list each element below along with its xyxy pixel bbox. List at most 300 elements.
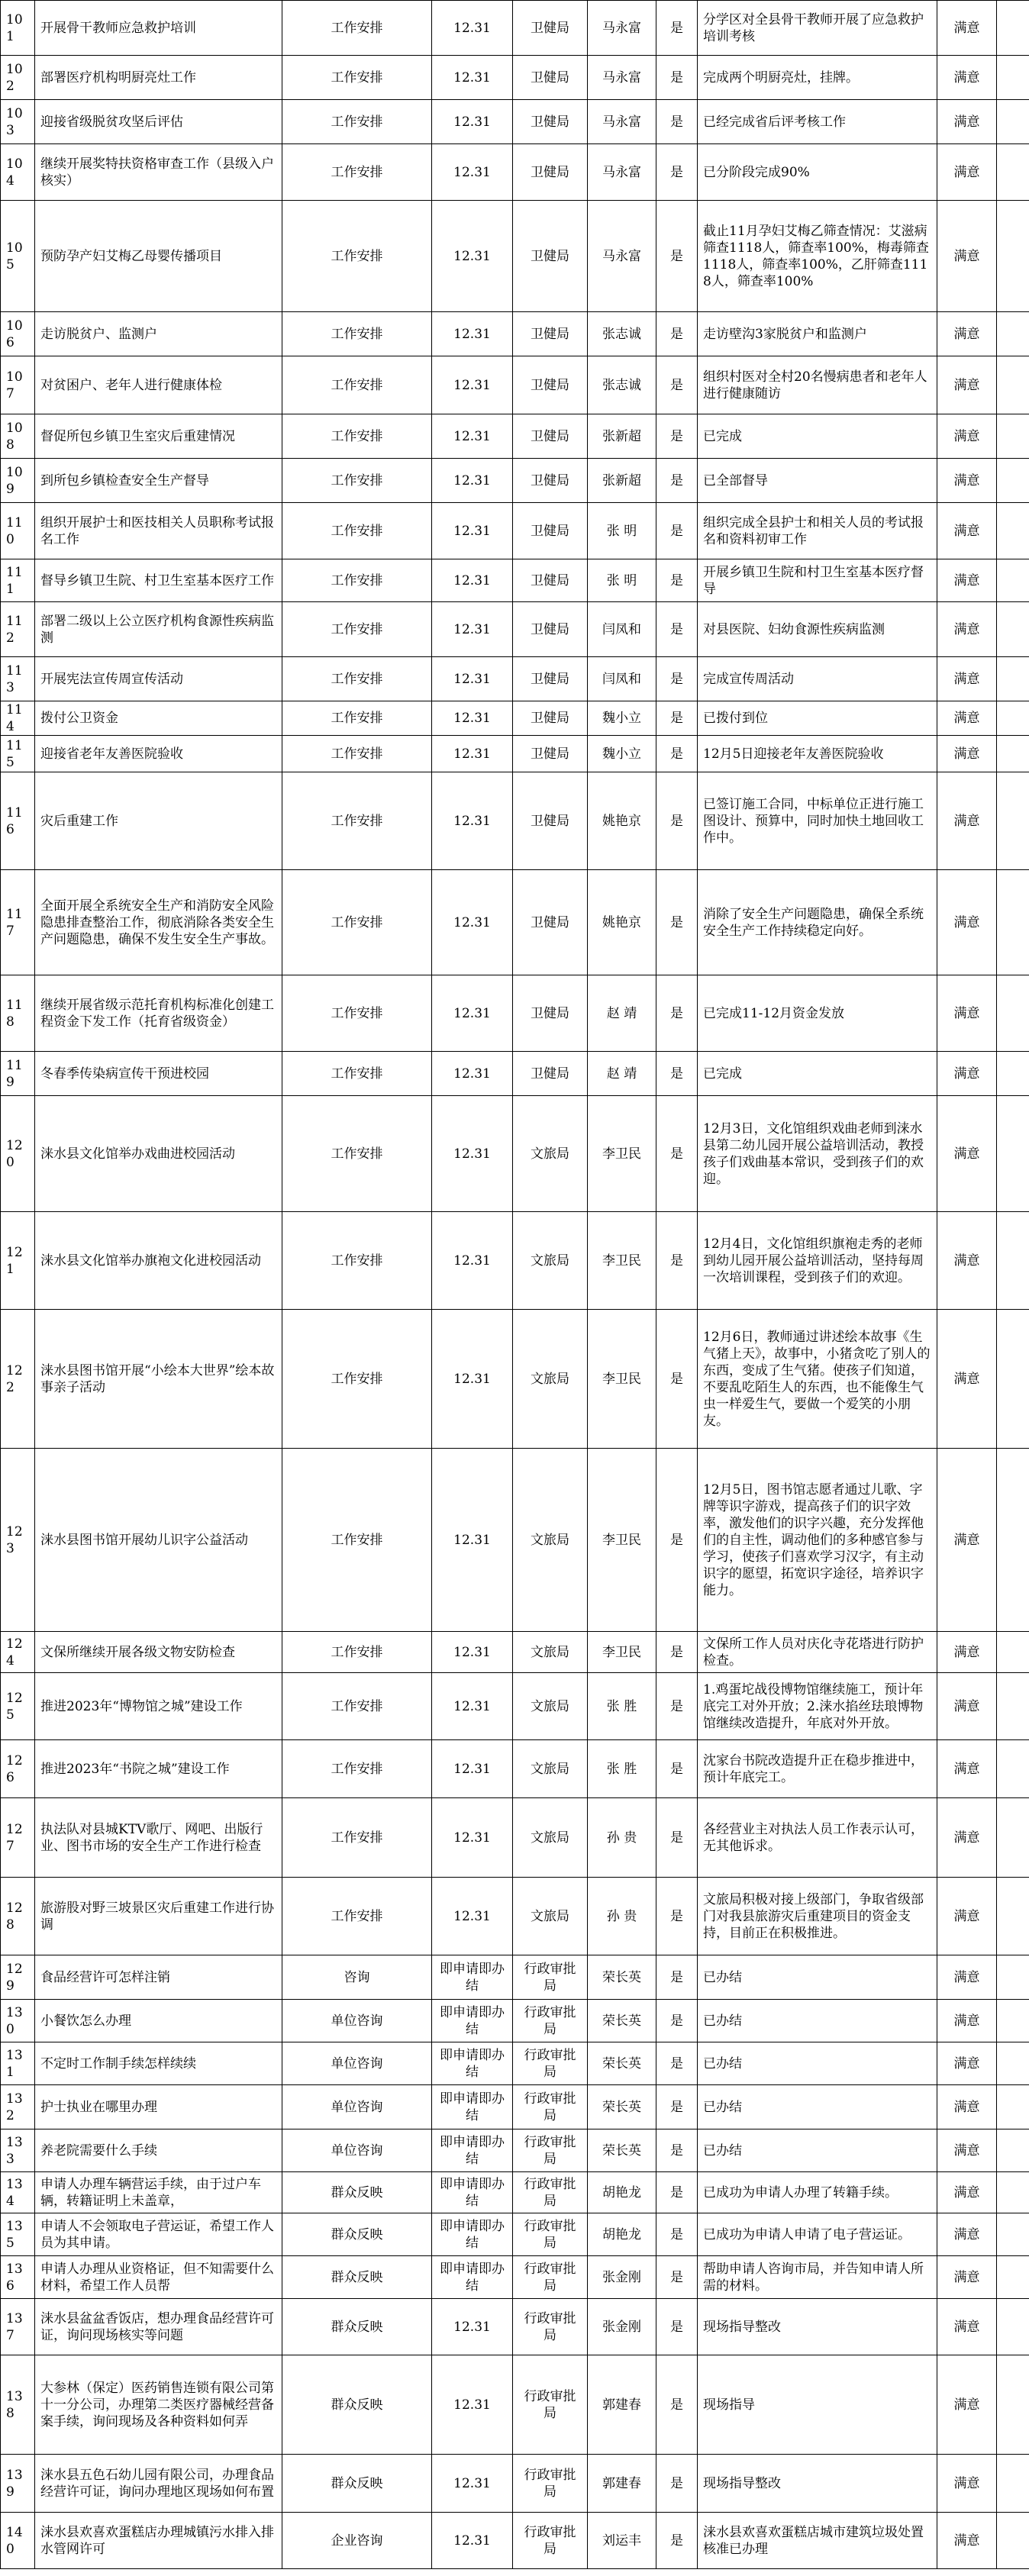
task-type-cell: 咨询 bbox=[282, 1955, 432, 2000]
department-cell: 文旅局 bbox=[513, 1449, 588, 1632]
progress-note-cell: 已完成 bbox=[698, 1052, 937, 1096]
completed-flag-cell: 是 bbox=[656, 2256, 698, 2299]
department-cell: 卫健局 bbox=[513, 701, 588, 736]
row-number-cell: 124 bbox=[1, 1632, 35, 1673]
row-number-cell: 107 bbox=[1, 356, 35, 414]
deadline-cell: 12.31 bbox=[432, 312, 513, 356]
deadline-cell: 即申请即办结 bbox=[432, 2256, 513, 2299]
progress-note-cell: 已完成11-12月资金发放 bbox=[698, 975, 937, 1052]
progress-note-cell: 12月5日，图书馆志愿者通过儿歌、字牌等识字游戏，提高孩子们的识字效率，激发他们的识字兴趣，充分发挥他们的自主性，调动他们的多种感官参与学习，使孩子们喜欢学习汉字，有主动识字的愿望，拓宽识字途径，培养识字能力。 bbox=[698, 1449, 937, 1632]
remark-cell bbox=[997, 602, 1029, 657]
satisfaction-cell: 满意 bbox=[937, 2085, 997, 2129]
deadline-cell: 12.31 bbox=[432, 975, 513, 1052]
department-cell: 行政审批局 bbox=[513, 2455, 588, 2513]
completed-flag-cell: 是 bbox=[656, 1878, 698, 1955]
department-cell: 行政审批局 bbox=[513, 2213, 588, 2256]
table-row bbox=[1, 1798, 1029, 1878]
progress-note-cell: 已成功为申请人办理了转籍手续。 bbox=[698, 2172, 937, 2213]
task-item-cell: 小餐饮怎么办理 bbox=[35, 2000, 282, 2042]
table-row bbox=[1, 100, 1029, 144]
completed-flag-cell: 是 bbox=[656, 736, 698, 772]
progress-note-cell: 消除了安全生产问题隐患，确保全系统安全生产工作持续稳定向好。 bbox=[698, 870, 937, 975]
row-number-cell: 136 bbox=[1, 2256, 35, 2299]
responsible-person-cell: 李卫民 bbox=[588, 1449, 656, 1632]
row-number-cell: 112 bbox=[1, 602, 35, 657]
task-type-cell: 工作安排 bbox=[282, 870, 432, 975]
remark-cell bbox=[997, 1878, 1029, 1955]
task-item-cell: 涞水县文化馆举办戏曲进校园活动 bbox=[35, 1096, 282, 1212]
completed-flag-cell: 是 bbox=[656, 1096, 698, 1212]
department-cell: 文旅局 bbox=[513, 1673, 588, 1740]
row-number-cell: 130 bbox=[1, 2000, 35, 2042]
task-item-cell: 推进2023年“书院之城”建设工作 bbox=[35, 1740, 282, 1798]
row-number-cell: 103 bbox=[1, 100, 35, 144]
remark-cell bbox=[997, 559, 1029, 602]
deadline-cell: 12.31 bbox=[432, 559, 513, 602]
row-number-cell: 106 bbox=[1, 312, 35, 356]
deadline-cell: 12.31 bbox=[432, 657, 513, 701]
table-row bbox=[1, 2513, 1029, 2569]
department-cell: 卫健局 bbox=[513, 559, 588, 602]
deadline-cell: 12.31 bbox=[432, 1310, 513, 1449]
responsible-person-cell: 姚艳京 bbox=[588, 870, 656, 975]
remark-cell bbox=[997, 356, 1029, 414]
task-type-cell: 工作安排 bbox=[282, 1, 432, 56]
department-cell: 卫健局 bbox=[513, 736, 588, 772]
table-row bbox=[1, 1052, 1029, 1096]
department-cell: 卫健局 bbox=[513, 975, 588, 1052]
remark-cell bbox=[997, 1212, 1029, 1310]
satisfaction-cell: 满意 bbox=[937, 312, 997, 356]
remark-cell bbox=[997, 1955, 1029, 2000]
department-cell: 卫健局 bbox=[513, 1, 588, 56]
responsible-person-cell: 张志诚 bbox=[588, 312, 656, 356]
remark-cell bbox=[997, 100, 1029, 144]
department-cell: 卫健局 bbox=[513, 356, 588, 414]
task-type-cell: 工作安排 bbox=[282, 559, 432, 602]
table-row bbox=[1, 414, 1029, 459]
deadline-cell: 即申请即办结 bbox=[432, 2172, 513, 2213]
row-number-cell: 110 bbox=[1, 503, 35, 559]
task-item-cell: 大参林（保定）医药销售连锁有限公司第十一分公司，办理第二类医疗器械经营备案手续，询问现场及各种资料如何弄 bbox=[35, 2355, 282, 2455]
progress-note-cell: 已办结 bbox=[698, 2042, 937, 2085]
deadline-cell: 12.31 bbox=[432, 1798, 513, 1878]
task-item-cell: 对贫困户、老年人进行健康体检 bbox=[35, 356, 282, 414]
task-item-cell: 走访脱贫户、监测户 bbox=[35, 312, 282, 356]
deadline-cell: 12.31 bbox=[432, 1096, 513, 1212]
task-item-cell: 旅游股对野三坡景区灾后重建工作进行协调 bbox=[35, 1878, 282, 1955]
table-row bbox=[1, 2355, 1029, 2455]
satisfaction-cell: 满意 bbox=[937, 2513, 997, 2569]
satisfaction-cell: 满意 bbox=[937, 1096, 997, 1212]
completed-flag-cell: 是 bbox=[656, 2513, 698, 2569]
satisfaction-cell: 满意 bbox=[937, 144, 997, 201]
table-row bbox=[1, 2042, 1029, 2085]
remark-cell bbox=[997, 2213, 1029, 2256]
satisfaction-cell: 满意 bbox=[937, 870, 997, 975]
responsible-person-cell: 马永富 bbox=[588, 56, 656, 100]
remark-cell bbox=[997, 1673, 1029, 1740]
table-row bbox=[1, 1096, 1029, 1212]
responsible-person-cell: 李卫民 bbox=[588, 1096, 656, 1212]
deadline-cell: 12.31 bbox=[432, 2299, 513, 2355]
task-item-cell: 文保所继续开展各级文物安防检查 bbox=[35, 1632, 282, 1673]
progress-note-cell: 已办结 bbox=[698, 1955, 937, 2000]
progress-note-cell: 完成两个明厨亮灶，挂牌。 bbox=[698, 56, 937, 100]
deadline-cell: 即申请即办结 bbox=[432, 2042, 513, 2085]
satisfaction-cell: 满意 bbox=[937, 975, 997, 1052]
responsible-person-cell: 姚艳京 bbox=[588, 772, 656, 870]
task-item-cell: 涞水县图书馆开展幼儿识字公益活动 bbox=[35, 1449, 282, 1632]
deadline-cell: 12.31 bbox=[432, 414, 513, 459]
deadline-cell: 12.31 bbox=[432, 1449, 513, 1632]
task-item-cell: 涞水县文化馆举办旗袍文化进校园活动 bbox=[35, 1212, 282, 1310]
task-type-cell: 工作安排 bbox=[282, 1449, 432, 1632]
task-item-cell: 督导乡镇卫生院、村卫生室基本医疗工作 bbox=[35, 559, 282, 602]
task-type-cell: 企业咨询 bbox=[282, 2513, 432, 2569]
row-number-cell: 118 bbox=[1, 975, 35, 1052]
remark-cell bbox=[997, 657, 1029, 701]
row-number-cell: 119 bbox=[1, 1052, 35, 1096]
satisfaction-cell: 满意 bbox=[937, 559, 997, 602]
department-cell: 文旅局 bbox=[513, 1310, 588, 1449]
responsible-person-cell: 张金刚 bbox=[588, 2256, 656, 2299]
responsible-person-cell: 张 明 bbox=[588, 503, 656, 559]
completed-flag-cell: 是 bbox=[656, 975, 698, 1052]
remark-cell bbox=[997, 56, 1029, 100]
task-type-cell: 群众反映 bbox=[282, 2172, 432, 2213]
completed-flag-cell: 是 bbox=[656, 1, 698, 56]
satisfaction-cell: 满意 bbox=[937, 1798, 997, 1878]
remark-cell bbox=[997, 144, 1029, 201]
deadline-cell: 12.31 bbox=[432, 56, 513, 100]
satisfaction-cell: 满意 bbox=[937, 1878, 997, 1955]
responsible-person-cell: 孙 贵 bbox=[588, 1878, 656, 1955]
deadline-cell: 12.31 bbox=[432, 772, 513, 870]
task-type-cell: 工作安排 bbox=[282, 1632, 432, 1673]
remark-cell bbox=[997, 201, 1029, 312]
task-item-cell: 涞水县五色石幼儿园有限公司，办理食品经营许可证，询问办理地区现场如何布置 bbox=[35, 2455, 282, 2513]
progress-note-cell: 各经营业主对执法人员工作表示认可，无其他诉求。 bbox=[698, 1798, 937, 1878]
row-number-cell: 132 bbox=[1, 2085, 35, 2129]
remark-cell bbox=[997, 2299, 1029, 2355]
satisfaction-cell: 满意 bbox=[937, 1310, 997, 1449]
task-type-cell: 群众反映 bbox=[282, 2213, 432, 2256]
remark-cell bbox=[997, 2513, 1029, 2569]
row-number-cell: 128 bbox=[1, 1878, 35, 1955]
responsible-person-cell: 李卫民 bbox=[588, 1310, 656, 1449]
satisfaction-cell: 满意 bbox=[937, 100, 997, 144]
remark-cell bbox=[997, 975, 1029, 1052]
table-row bbox=[1, 1955, 1029, 2000]
deadline-cell: 12.31 bbox=[432, 701, 513, 736]
department-cell: 卫健局 bbox=[513, 144, 588, 201]
task-item-cell: 涞水县欢喜欢蛋糕店办理城镇污水排入排水管网许可 bbox=[35, 2513, 282, 2569]
table-row bbox=[1, 2455, 1029, 2513]
task-type-cell: 群众反映 bbox=[282, 2256, 432, 2299]
responsible-person-cell: 李卫民 bbox=[588, 1212, 656, 1310]
department-cell: 卫健局 bbox=[513, 312, 588, 356]
table-row bbox=[1, 1212, 1029, 1310]
table-row bbox=[1, 312, 1029, 356]
task-type-cell: 工作安排 bbox=[282, 736, 432, 772]
table-row bbox=[1, 1310, 1029, 1449]
row-number-cell: 109 bbox=[1, 459, 35, 503]
department-cell: 行政审批局 bbox=[513, 2000, 588, 2042]
satisfaction-cell: 满意 bbox=[937, 1052, 997, 1096]
remark-cell bbox=[997, 701, 1029, 736]
task-type-cell: 工作安排 bbox=[282, 602, 432, 657]
satisfaction-cell: 满意 bbox=[937, 356, 997, 414]
responsible-person-cell: 荣长英 bbox=[588, 2085, 656, 2129]
department-cell: 行政审批局 bbox=[513, 2299, 588, 2355]
completed-flag-cell: 是 bbox=[656, 2355, 698, 2455]
remark-cell bbox=[997, 2085, 1029, 2129]
progress-note-cell: 完成宣传周活动 bbox=[698, 657, 937, 701]
deadline-cell: 12.31 bbox=[432, 459, 513, 503]
responsible-person-cell: 荣长英 bbox=[588, 2042, 656, 2085]
completed-flag-cell: 是 bbox=[656, 2455, 698, 2513]
department-cell: 卫健局 bbox=[513, 602, 588, 657]
satisfaction-cell: 满意 bbox=[937, 1673, 997, 1740]
progress-note-cell: 12月6日，教师通过讲述绘本故事《生气猪上天》，故事中，小猪贪吃了别人的东西，变成了生气猪。使孩子们知道，不要乱吃陌生人的东西，也不能像生气虫一样爱生气，要做一个爱笑的小朋友。 bbox=[698, 1310, 937, 1449]
responsible-person-cell: 胡艳龙 bbox=[588, 2172, 656, 2213]
row-number-cell: 137 bbox=[1, 2299, 35, 2355]
row-number-cell: 111 bbox=[1, 559, 35, 602]
responsible-person-cell: 张新超 bbox=[588, 459, 656, 503]
table-row bbox=[1, 503, 1029, 559]
completed-flag-cell: 是 bbox=[656, 772, 698, 870]
completed-flag-cell: 是 bbox=[656, 1449, 698, 1632]
department-cell: 行政审批局 bbox=[513, 2513, 588, 2569]
task-item-cell: 继续开展奖特扶资格审查工作（县级入户核实） bbox=[35, 144, 282, 201]
task-item-cell: 冬春季传染病宣传干预进校园 bbox=[35, 1052, 282, 1096]
remark-cell bbox=[997, 1632, 1029, 1673]
progress-note-cell: 12月4日，文化馆组织旗袍走秀的老师到幼儿园开展公益培训活动，坚持每周一次培训课程，受到孩子们的欢迎。 bbox=[698, 1212, 937, 1310]
task-type-cell: 工作安排 bbox=[282, 201, 432, 312]
task-item-cell: 灾后重建工作 bbox=[35, 772, 282, 870]
task-item-cell: 预防孕产妇艾梅乙母婴传播项目 bbox=[35, 201, 282, 312]
completed-flag-cell: 是 bbox=[656, 144, 698, 201]
task-item-cell: 涞水县图书馆开展“小绘本大世界”绘本故事亲子活动 bbox=[35, 1310, 282, 1449]
deadline-cell: 12.31 bbox=[432, 1878, 513, 1955]
department-cell: 卫健局 bbox=[513, 870, 588, 975]
satisfaction-cell: 满意 bbox=[937, 2455, 997, 2513]
deadline-cell: 12.31 bbox=[432, 1673, 513, 1740]
department-cell: 行政审批局 bbox=[513, 2085, 588, 2129]
department-cell: 卫健局 bbox=[513, 657, 588, 701]
table-row bbox=[1, 870, 1029, 975]
department-cell: 卫健局 bbox=[513, 503, 588, 559]
completed-flag-cell: 是 bbox=[656, 459, 698, 503]
completed-flag-cell: 是 bbox=[656, 559, 698, 602]
completed-flag-cell: 是 bbox=[656, 356, 698, 414]
progress-note-cell: 已全部督导 bbox=[698, 459, 937, 503]
completed-flag-cell: 是 bbox=[656, 503, 698, 559]
responsible-person-cell: 马永富 bbox=[588, 201, 656, 312]
row-number-cell: 127 bbox=[1, 1798, 35, 1878]
responsible-person-cell: 胡艳龙 bbox=[588, 2213, 656, 2256]
progress-note-cell: 帮助申请人咨询市局，并告知申请人所需的材料。 bbox=[698, 2256, 937, 2299]
table-row bbox=[1, 772, 1029, 870]
deadline-cell: 12.31 bbox=[432, 870, 513, 975]
department-cell: 文旅局 bbox=[513, 1632, 588, 1673]
task-type-cell: 工作安排 bbox=[282, 1212, 432, 1310]
task-type-cell: 单位咨询 bbox=[282, 2129, 432, 2172]
task-item-cell: 开展骨干教师应急救护培训 bbox=[35, 1, 282, 56]
satisfaction-cell: 满意 bbox=[937, 736, 997, 772]
deadline-cell: 即申请即办结 bbox=[432, 2129, 513, 2172]
completed-flag-cell: 是 bbox=[656, 2085, 698, 2129]
table-row bbox=[1, 2085, 1029, 2129]
task-item-cell: 开展宪法宣传周宣传活动 bbox=[35, 657, 282, 701]
row-number-cell: 115 bbox=[1, 736, 35, 772]
task-type-cell: 工作安排 bbox=[282, 459, 432, 503]
task-type-cell: 群众反映 bbox=[282, 2355, 432, 2455]
progress-note-cell: 1.鸡蛋坨战役博物馆继续施工，预计年底完工对外开放；2.涞水掐丝珐琅博物馆继续改造提升，年底对外开放。 bbox=[698, 1673, 937, 1740]
task-type-cell: 工作安排 bbox=[282, 1878, 432, 1955]
responsible-person-cell: 张 胜 bbox=[588, 1673, 656, 1740]
progress-note-cell: 走访壁沟3家脱贫户和监测户 bbox=[698, 312, 937, 356]
progress-note-cell: 分学区对全县骨干教师开展了应急救护培训考核 bbox=[698, 1, 937, 56]
remark-cell bbox=[997, 2000, 1029, 2042]
table-row bbox=[1, 975, 1029, 1052]
row-number-cell: 134 bbox=[1, 2172, 35, 2213]
task-type-cell: 工作安排 bbox=[282, 1673, 432, 1740]
task-type-cell: 工作安排 bbox=[282, 701, 432, 736]
task-type-cell: 工作安排 bbox=[282, 503, 432, 559]
task-item-cell: 部署二级以上公立医疗机构食源性疾病监测 bbox=[35, 602, 282, 657]
completed-flag-cell: 是 bbox=[656, 2299, 698, 2355]
deadline-cell: 12.31 bbox=[432, 201, 513, 312]
deadline-cell: 12.31 bbox=[432, 1740, 513, 1798]
row-number-cell: 139 bbox=[1, 2455, 35, 2513]
table-row bbox=[1, 356, 1029, 414]
satisfaction-cell: 满意 bbox=[937, 2000, 997, 2042]
task-type-cell: 工作安排 bbox=[282, 1798, 432, 1878]
deadline-cell: 12.31 bbox=[432, 736, 513, 772]
remark-cell bbox=[997, 2172, 1029, 2213]
table-row bbox=[1, 701, 1029, 736]
responsible-person-cell: 马永富 bbox=[588, 100, 656, 144]
table-row bbox=[1, 602, 1029, 657]
deadline-cell: 12.31 bbox=[432, 1212, 513, 1310]
row-number-cell: 116 bbox=[1, 772, 35, 870]
task-item-cell: 迎接省级脱贫攻坚后评估 bbox=[35, 100, 282, 144]
task-type-cell: 工作安排 bbox=[282, 144, 432, 201]
department-cell: 卫健局 bbox=[513, 56, 588, 100]
progress-note-cell: 涞水县欢喜欢蛋糕店城市建筑垃圾处置核准已办理 bbox=[698, 2513, 937, 2569]
row-number-cell: 126 bbox=[1, 1740, 35, 1798]
satisfaction-cell: 满意 bbox=[937, 1740, 997, 1798]
task-type-cell: 单位咨询 bbox=[282, 2000, 432, 2042]
satisfaction-cell: 满意 bbox=[937, 2129, 997, 2172]
table-row bbox=[1, 559, 1029, 602]
task-item-cell: 拨付公卫资金 bbox=[35, 701, 282, 736]
satisfaction-cell: 满意 bbox=[937, 1449, 997, 1632]
task-item-cell: 养老院需要什么手续 bbox=[35, 2129, 282, 2172]
completed-flag-cell: 是 bbox=[656, 56, 698, 100]
remark-cell bbox=[997, 1449, 1029, 1632]
satisfaction-cell: 满意 bbox=[937, 2355, 997, 2455]
responsible-person-cell: 闫凤和 bbox=[588, 602, 656, 657]
responsible-person-cell: 张新超 bbox=[588, 414, 656, 459]
responsible-person-cell: 闫凤和 bbox=[588, 657, 656, 701]
task-item-cell: 申请人办理车辆营运手续，由于过户车辆，转籍证明上未盖章， bbox=[35, 2172, 282, 2213]
progress-note-cell: 沈家台书院改造提升正在稳步推进中，预计年底完工。 bbox=[698, 1740, 937, 1798]
deadline-cell: 即申请即办结 bbox=[432, 2085, 513, 2129]
task-type-cell: 工作安排 bbox=[282, 1740, 432, 1798]
task-item-cell: 全面开展全系统安全生产和消防安全风险隐患排查整治工作，彻底消除各类安全生产问题隐患，确保不发生安全生产事故。 bbox=[35, 870, 282, 975]
task-type-cell: 工作安排 bbox=[282, 657, 432, 701]
satisfaction-cell: 满意 bbox=[937, 459, 997, 503]
deadline-cell: 12.31 bbox=[432, 2355, 513, 2455]
row-number-cell: 129 bbox=[1, 1955, 35, 2000]
task-item-cell: 不定时工作制手续怎样续续 bbox=[35, 2042, 282, 2085]
table-row bbox=[1, 201, 1029, 312]
row-number-cell: 108 bbox=[1, 414, 35, 459]
satisfaction-cell: 满意 bbox=[937, 602, 997, 657]
department-cell: 文旅局 bbox=[513, 1740, 588, 1798]
progress-note-cell: 已成功为申请人申请了电子营运证。 bbox=[698, 2213, 937, 2256]
row-number-cell: 114 bbox=[1, 701, 35, 736]
completed-flag-cell: 是 bbox=[656, 602, 698, 657]
remark-cell bbox=[997, 2129, 1029, 2172]
progress-note-cell: 已分阶段完成90% bbox=[698, 144, 937, 201]
remark-cell bbox=[997, 2256, 1029, 2299]
table-row bbox=[1, 144, 1029, 201]
task-type-cell: 工作安排 bbox=[282, 356, 432, 414]
responsible-person-cell: 魏小立 bbox=[588, 701, 656, 736]
deadline-cell: 12.31 bbox=[432, 356, 513, 414]
progress-note-cell: 对县医院、妇幼食源性疾病监测 bbox=[698, 602, 937, 657]
satisfaction-cell: 满意 bbox=[937, 1, 997, 56]
table-row bbox=[1, 1740, 1029, 1798]
remark-cell bbox=[997, 2455, 1029, 2513]
completed-flag-cell: 是 bbox=[656, 2000, 698, 2042]
row-number-cell: 102 bbox=[1, 56, 35, 100]
remark-cell bbox=[997, 2355, 1029, 2455]
department-cell: 文旅局 bbox=[513, 1878, 588, 1955]
row-number-cell: 138 bbox=[1, 2355, 35, 2455]
task-type-cell: 工作安排 bbox=[282, 1310, 432, 1449]
responsible-person-cell: 马永富 bbox=[588, 144, 656, 201]
table-row bbox=[1, 657, 1029, 701]
completed-flag-cell: 是 bbox=[656, 2213, 698, 2256]
task-item-cell: 推进2023年“博物馆之城”建设工作 bbox=[35, 1673, 282, 1740]
responsible-person-cell: 荣长英 bbox=[588, 2000, 656, 2042]
remark-cell bbox=[997, 736, 1029, 772]
satisfaction-cell: 满意 bbox=[937, 1212, 997, 1310]
progress-note-cell: 文保所工作人员对庆化寺花塔进行防护检查。 bbox=[698, 1632, 937, 1673]
progress-note-cell: 现场指导整改 bbox=[698, 2455, 937, 2513]
remark-cell bbox=[997, 1310, 1029, 1449]
task-item-cell: 继续开展省级示范托育机构标准化创建工程资金下发工作（托育省级资金） bbox=[35, 975, 282, 1052]
deadline-cell: 12.31 bbox=[432, 602, 513, 657]
table-row bbox=[1, 1673, 1029, 1740]
remark-cell bbox=[997, 459, 1029, 503]
table-row bbox=[1, 2000, 1029, 2042]
table-row bbox=[1, 56, 1029, 100]
deadline-cell: 12.31 bbox=[432, 1632, 513, 1673]
task-type-cell: 工作安排 bbox=[282, 975, 432, 1052]
progress-note-cell: 已完成 bbox=[698, 414, 937, 459]
progress-note-cell: 文旅局积极对接上级部门，争取省级部门对我县旅游灾后重建项目的资金支持，目前正在积极推进。 bbox=[698, 1878, 937, 1955]
remark-cell bbox=[997, 1096, 1029, 1212]
task-type-cell: 工作安排 bbox=[282, 1052, 432, 1096]
row-number-cell: 131 bbox=[1, 2042, 35, 2085]
completed-flag-cell: 是 bbox=[656, 2042, 698, 2085]
